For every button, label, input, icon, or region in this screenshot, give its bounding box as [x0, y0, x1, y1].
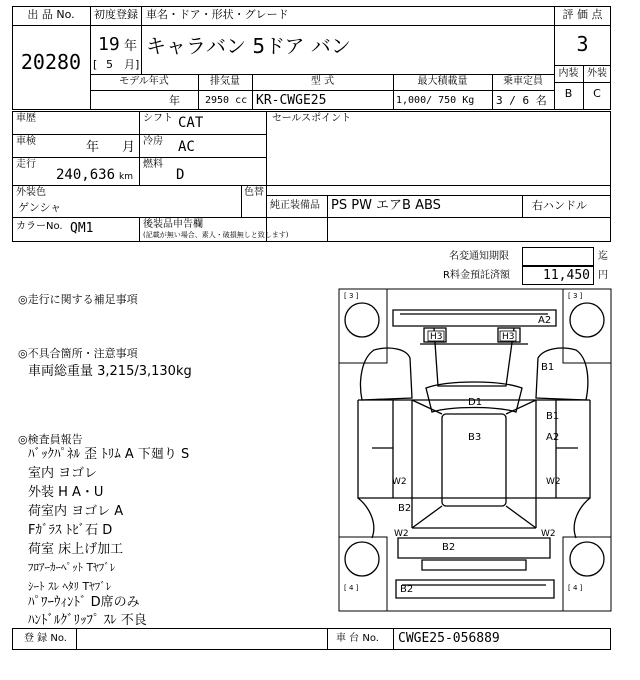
footer-frame	[12, 628, 611, 650]
interior-grade: B	[564, 87, 573, 100]
inspection-month: 月	[122, 140, 136, 155]
first-registration-year: 19	[98, 34, 120, 55]
displacement-value: 2950 cc	[205, 95, 248, 106]
sales-points-label: セールスポイント	[272, 113, 352, 124]
inspection-year: 年	[86, 140, 100, 155]
aftermarket-note: (記載が無い場合、素人・破損無しと致します)	[143, 231, 289, 239]
tire-rear-left-label: [ 4 ]	[344, 584, 359, 592]
defects-text: 車両総重量 3,215/3,130kg	[28, 364, 192, 379]
mark-b2-rear-door: B2	[442, 542, 456, 553]
front-left-fender-shape	[361, 348, 413, 400]
inspector-line: 外装 H A・U	[28, 485, 104, 500]
model-code: KR-CWGE25	[256, 93, 327, 108]
driving-notes-label: ◎走行に関する補足事項	[18, 293, 138, 306]
inspector-report-label: ◎検査員報告	[18, 433, 83, 446]
recycle-fee-amount: 11,450	[543, 268, 590, 283]
rear-door-shape	[398, 538, 550, 558]
mark-w2-right: W2	[546, 477, 561, 487]
transfer-deadline-label: 名変通知期限	[449, 251, 509, 262]
max-load-value: 1,000/ 750 Kg	[396, 95, 475, 106]
capacity-label: 乗車定員	[503, 76, 543, 87]
lot-number-label: 出 品 No.	[27, 8, 75, 21]
recycle-fee-unit: 円	[598, 270, 608, 281]
inspector-line: 室内 ヨゴレ	[28, 466, 98, 481]
tire-front-right-label: [ 3 ]	[568, 292, 583, 300]
recycle-fee-label: R料金預託済額	[443, 270, 510, 281]
tire-rear-right-label: [ 4 ]	[568, 584, 583, 592]
car-name: キャラバン 5ドア バン	[146, 34, 351, 58]
aftermarket-label: 後装品申告欄	[143, 219, 203, 230]
steering-side: 右ハンドル	[532, 199, 587, 212]
interior-label: 内装	[558, 68, 579, 79]
first-registration-year-unit: 年	[124, 39, 138, 54]
inspector-line: ﾊﾞｯｸﾊﾟﾈﾙ 歪 ﾄﾘﾑ A 下廻り S	[28, 447, 190, 462]
shift-label: シフト	[143, 113, 173, 124]
roof-shape	[442, 414, 506, 506]
displacement-label: 排気量	[210, 76, 240, 87]
transfer-deadline-field	[522, 247, 594, 266]
inspector-line: 荷室内 ヨゴレ A	[28, 504, 124, 519]
mark-b1-side: B1	[546, 411, 560, 422]
inspection-label: 車検	[16, 136, 36, 147]
model-code-label: 型 式	[310, 76, 335, 87]
exterior-color-label: 外装色	[16, 187, 46, 198]
mark-a2-side: A2	[546, 432, 560, 443]
first-registration-month-unit: 月]	[124, 58, 140, 71]
ac-label: 冷房	[143, 136, 163, 147]
tire-rear-left-icon	[345, 542, 379, 576]
model-year-label: モデル年式	[119, 76, 169, 87]
inspector-line: ﾊﾟﾜｰｳｨﾝﾄﾞ D席のみ	[28, 595, 140, 610]
inspector-line: Fｶﾞﾗｽ ﾄﾋﾞ石 D	[28, 523, 113, 538]
inspector-line: ｼｰﾄ ｽﾚ ﾍﾀﾘ Tﾔﾌﾞﾚ	[28, 580, 112, 593]
mark-a2-bumper: A2	[538, 315, 552, 326]
tire-front-right-icon	[570, 303, 604, 337]
first-registration-month-open: [	[93, 58, 98, 71]
first-registration-month: 5	[106, 58, 113, 71]
shift-value: CAT	[178, 115, 204, 131]
registration-number-label: 登 録 No.	[24, 633, 67, 644]
tire-front-left-label: [ 3 ]	[344, 292, 359, 300]
mark-h3-left: H3	[430, 332, 443, 342]
capacity-value: 3 / 6 名	[496, 94, 547, 107]
defects-label: ◎不具合箇所・注意事項	[18, 347, 138, 360]
ac-value: AC	[178, 139, 195, 155]
mark-b1-fender: B1	[541, 362, 555, 373]
tire-rear-right-icon	[570, 542, 604, 576]
chassis-number-label: 車 台 No.	[336, 633, 379, 644]
inspector-line: ﾊﾝﾄﾞﾙｸﾞﾘｯﾌﾟ ｽﾚ 不良	[28, 613, 147, 628]
tire-front-left-icon	[345, 303, 379, 337]
chassis-number: CWGE25-056889	[398, 631, 500, 646]
exterior-color-value: ゲンシャ	[18, 201, 62, 214]
repaint-label: 色替	[244, 187, 264, 198]
front-bumper-shape	[393, 310, 556, 326]
mark-w2-left: W2	[392, 477, 407, 487]
mileage-label: 走行	[16, 159, 36, 170]
color-number: QM1	[70, 221, 94, 236]
inspector-line: ﾌﾛｱｰｶｰﾍﾟｯﾄ Tﾔﾌﾞﾚ	[28, 561, 116, 574]
mark-w2-lower-right: W2	[541, 529, 556, 539]
mark-d1-windshield: D1	[468, 397, 483, 408]
fuel-value: D	[176, 167, 185, 183]
model-year-unit: 年	[169, 94, 180, 107]
equipment-value: PS PW エアB ABS	[331, 198, 441, 213]
mark-h3-right: H3	[502, 332, 515, 342]
mark-b2-left: B2	[398, 503, 412, 514]
transfer-deadline-unit: 迄	[598, 251, 608, 262]
first-registration-label: 初度登録	[94, 8, 138, 21]
score-label: 評 価 点	[562, 8, 603, 21]
mileage-value: 240,636	[56, 167, 116, 183]
max-load-label: 最大積載量	[417, 76, 468, 87]
history-label: 車歴	[16, 113, 36, 124]
mark-w2-lower-left: W2	[394, 529, 409, 539]
mark-b2-rear-bumper: B2	[400, 584, 414, 595]
mileage-unit: km	[119, 172, 133, 182]
car-name-label: 車名・ドア・形状・グレード	[146, 8, 289, 21]
exterior-grade: C	[593, 87, 601, 100]
fuel-label: 燃料	[143, 159, 163, 170]
mark-b3-roof: B3	[468, 432, 482, 443]
vehicle-damage-diagram	[338, 288, 612, 612]
inspector-line: 荷室 床上げ加工	[28, 542, 124, 557]
front-right-fender-shape	[536, 348, 588, 400]
lot-number: 20280	[20, 50, 82, 74]
equipment-label: 純正装備品	[270, 200, 320, 211]
rear-bumper-shape	[396, 580, 554, 598]
overall-score: 3	[576, 32, 589, 56]
color-number-label: カラーNo.	[16, 221, 63, 232]
exterior-label: 外装	[587, 68, 607, 79]
